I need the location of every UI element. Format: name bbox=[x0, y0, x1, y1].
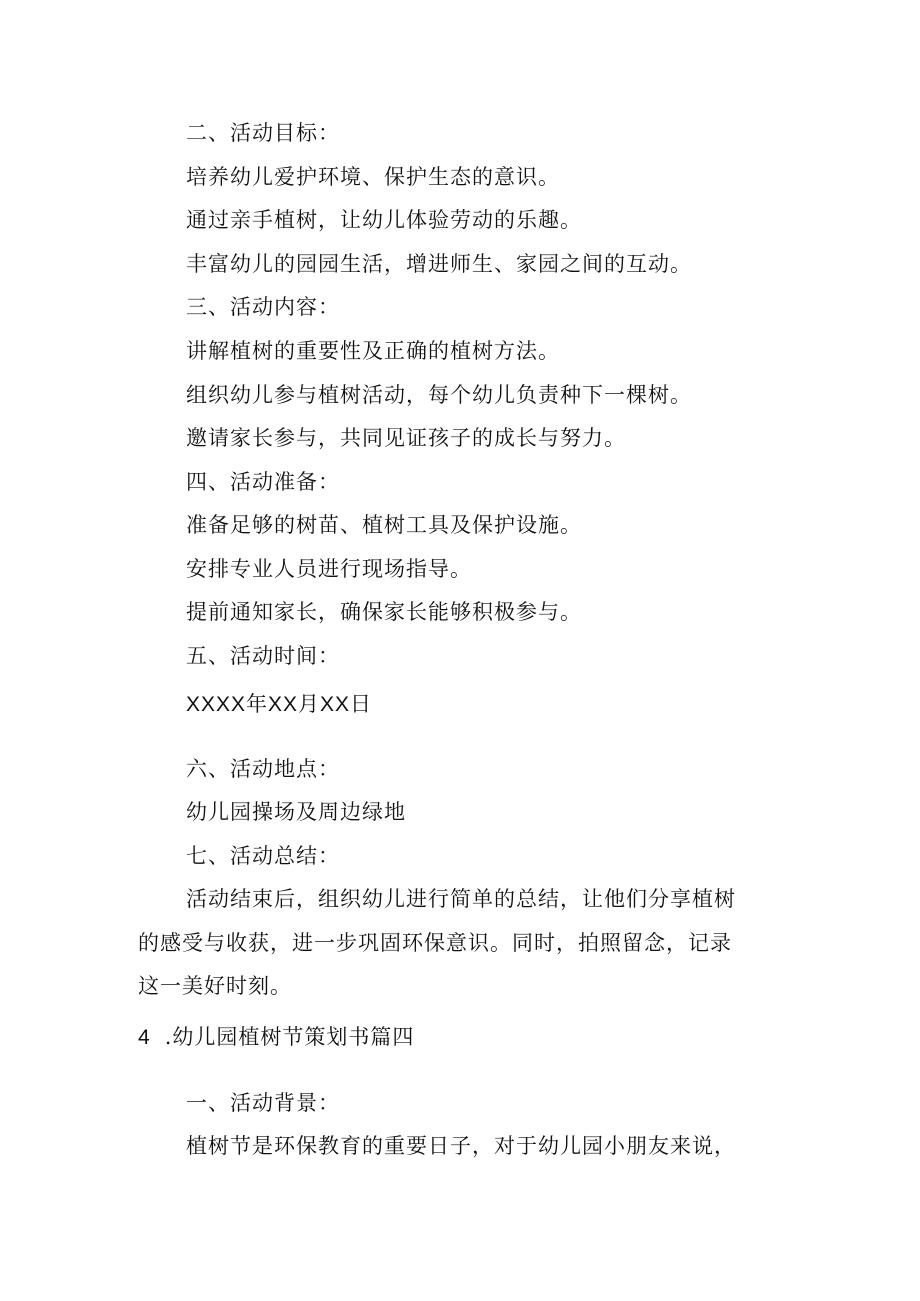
heading-time: 五、活动时间： bbox=[186, 644, 340, 668]
heading-summary: 七、活动总结： bbox=[186, 844, 340, 868]
heading-goals: 二、活动目标： bbox=[186, 121, 340, 145]
prep-item: 提前通知家长，确保家长能够积极参与。 bbox=[186, 600, 582, 624]
chapter-number: 4 bbox=[138, 1026, 151, 1049]
summary-line: 的感受与收获，进一步巩固环保意识。同时，拍照留念，记录 bbox=[138, 931, 732, 955]
chapter-heading bbox=[138, 1022, 414, 1053]
summary-line: 这一美好时刻。 bbox=[138, 974, 292, 998]
heading-place: 六、活动地点： bbox=[186, 757, 340, 781]
heading-content: 三、活动内容： bbox=[186, 295, 340, 319]
summary-line: 活动结束后，组织幼儿进行简单的总结，让他们分享植树 bbox=[186, 887, 736, 911]
activity-place: 幼儿园操场及周边绿地 bbox=[186, 800, 406, 824]
content-item: 邀请家长参与，共同见证孩子的成长与努力。 bbox=[186, 426, 626, 450]
goal-item: 通过亲手植树，让幼儿体验劳动的乐趣。 bbox=[186, 208, 582, 232]
content-item: 讲解植树的重要性及正确的植树方法。 bbox=[186, 339, 560, 363]
prep-item: 准备足够的树苗、植树工具及保护设施。 bbox=[186, 513, 582, 537]
goal-item: 丰富幼儿的园园生活，增进师生、家园之间的互动。 bbox=[186, 252, 692, 276]
heading-background: 一、活动背景： bbox=[186, 1091, 340, 1115]
heading-prep: 四、活动准备： bbox=[186, 470, 340, 494]
content-item: 组织幼儿参与植树活动，每个幼儿负责种下一棵树。 bbox=[186, 383, 692, 407]
background-line: 植树节是环保教育的重要日子，对于幼儿园小朋友来说， bbox=[186, 1134, 736, 1158]
goal-item: 培养幼儿爱护环境、保护生态的意识。 bbox=[186, 165, 560, 189]
prep-item: 安排专业人员进行现场指导。 bbox=[186, 557, 472, 581]
activity-date: XXXX年XX月XX日 bbox=[186, 693, 373, 716]
chapter-title: .幼儿园植树节策划书篇四 bbox=[164, 1025, 415, 1049]
